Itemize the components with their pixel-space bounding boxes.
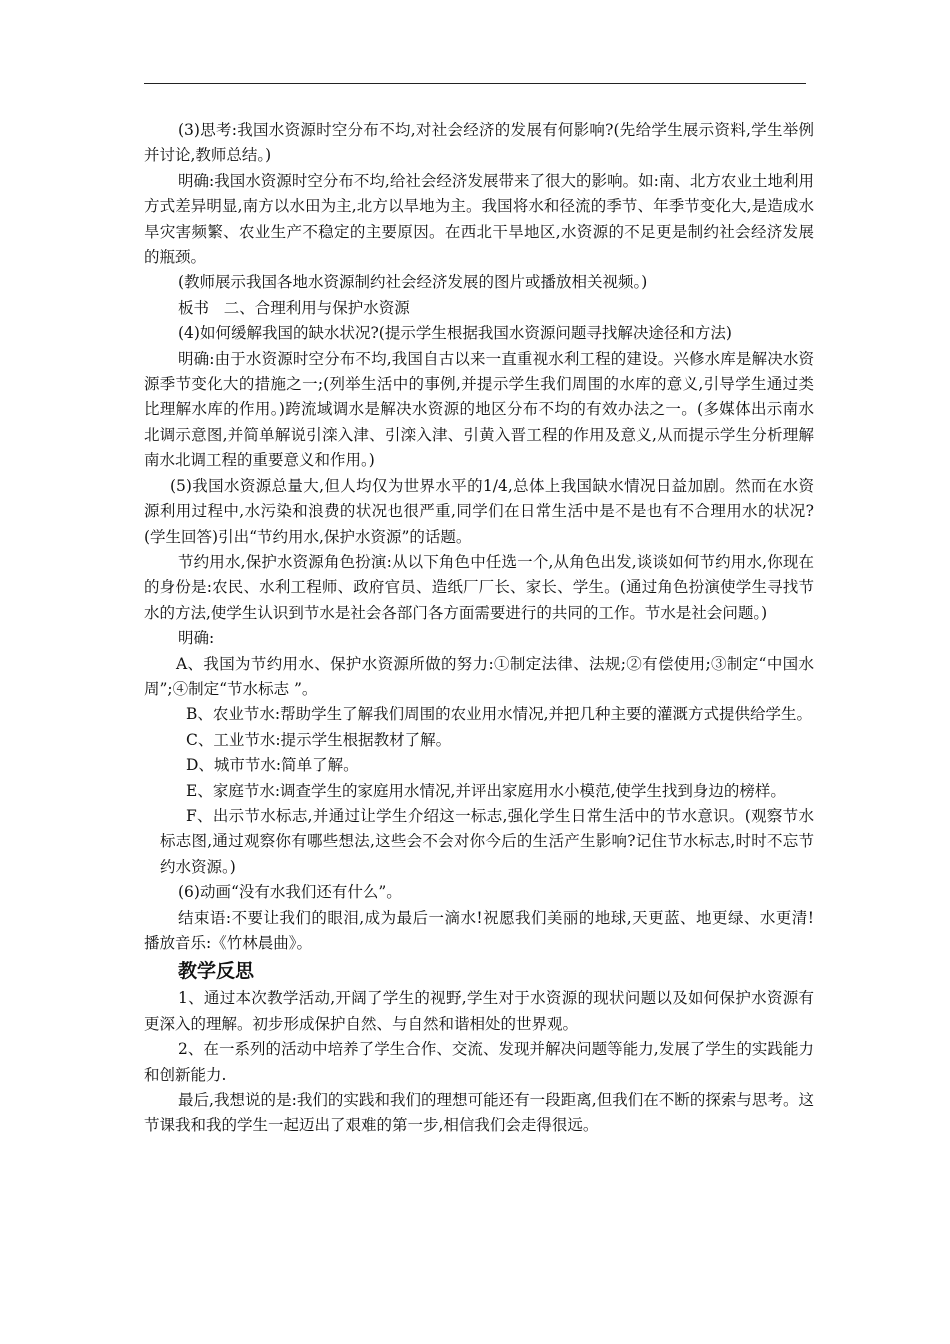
item-d: D、城市节水:简单了解。 [186,756,359,775]
item-c: C、工业节水:提示学生根据教材了解。 [186,730,452,749]
item-f: F、出示节水标志,并通过让学生介绍这一标志,强化学生日常生活中的节水意识。(观察节水标志图,通过观察你有哪些想法,这些会不会对你今后的生活产生影响?记住节水标志,时时不忘节约水资源。) [160,806,814,876]
paragraph-think-3: (3)思考:我国水资源时空分布不均,对社会经济的发展有何影响?(先给学生展示资料,学生举例并讨论,教师总结。) [144,121,814,165]
paragraph-closing: 结束语:不要让我们的眼泪,成为最后一滴水!祝愿我们美丽的地球,天更蓝、地更绿、水更清! 播放音乐:《竹林晨曲》。 [144,908,824,952]
paragraph-role-play: 节约用水,保护水资源角色扮演:从以下角色中任选一个,从角色出发,谈谈如何节约用水,你现在的身份是:农民、水利工程师、政府官员、造纸厂厂长、家长、学生。(通过角色扮演使学生寻找节水的方法,使学生认识到节水是社会各部门各方面需要进行的共同的工作。节水是社会问题。) [144,552,814,622]
reflection-point-2: 2、在一系列的活动中培养了学生合作、交流、发现并解决问题等能力,发展了学生的实践能力和创新能力. [144,1040,814,1084]
item-e: E、家庭节水:调查学生的家庭用水情况,并评出家庭用水小模范,使学生找到身边的榜样。 [186,781,786,800]
paragraph-clarify-3: 明确: [178,629,215,648]
paragraph-clarify-1: 明确:我国水资源时空分布不均,给社会经济发展带来了很大的影响。如:南、北方农业土地利用方式差异明显,南方以水田为主,北方以旱地为主。我国将水和径流的季节、年季节变化大,是造成水旱灾害频繁、农业生产不稳定的主要原因。在西北干旱地区,水资源的不足更是制约社会经济发展的瓶颈。 [144,171,814,267]
item-a: A、我国为节约用水、保护水资源所做的努力:①制定法律、法规;②有偿使用;③制定“中国水周”;④制定“节水标志 ”。 [144,654,814,698]
header-rule [144,83,806,84]
paragraph-question-4: (4)如何缓解我国的缺水状况?(提示学生根据我国水资源问题寻找解决途径和方法) [178,324,732,343]
document-body [144,118,824,1139]
paragraph-animation-6: (6)动画“没有水我们还有什么”。 [178,883,402,902]
reflection-final: 最后,我想说的是:我们的实践和我们的理想可能还有一段距离,但我们在不断的探索与思考。这节课我和我的学生一起迈出了艰难的第一步,相信我们会走得很远。 [144,1091,814,1135]
reflection-point-1: 1、通过本次教学活动,开阔了学生的视野,学生对于水资源的现状问题以及如何保护水资源有更深入的理解。初步形成保护自然、与自然和谐相处的世界观。 [144,989,814,1033]
paragraph-teacher-show: (教师展示我国各地水资源制约社会经济发展的图片或播放相关视频。) [178,273,648,292]
paragraph-board-heading: 板书 二、合理利用与保护水资源 [178,298,410,317]
reflection-heading: 教学反思 [178,960,255,983]
paragraph-clarify-2: 明确:由于水资源时空分布不均,我国自古以来一直重视水利工程的建设。兴修水库是解决水资源季节变化大的措施之一;(列举生活中的事例,并提示学生我们周围的水库的意义,引导学生通过类比理解水库的作用。)跨流域调水是解决水资源的地区分布不均的有效办法之一。(多媒体出示南水北调示意图,并简单解说引滦入津、引滦入津、引黄入晋工程的作用及意义,从而提示学生分析理解南水北调工程的重要意义和作用。) [144,349,814,470]
item-b: B、农业节水:帮助学生了解我们周围的农业用水情况,并把几种主要的灌溉方式提供给学生。 [186,705,813,724]
paragraph-question-5: (5)我国水资源总量大,但人均仅为世界水平的1/4,总体上我国缺水情况日益加剧。然而在水资源利用过程中,水污染和浪费的状况也很严重,同学们在日常生活中是不是也有不合理用水的状况?(学生回答)引出“节约用水,保护水资源”的话题。 [144,476,814,546]
